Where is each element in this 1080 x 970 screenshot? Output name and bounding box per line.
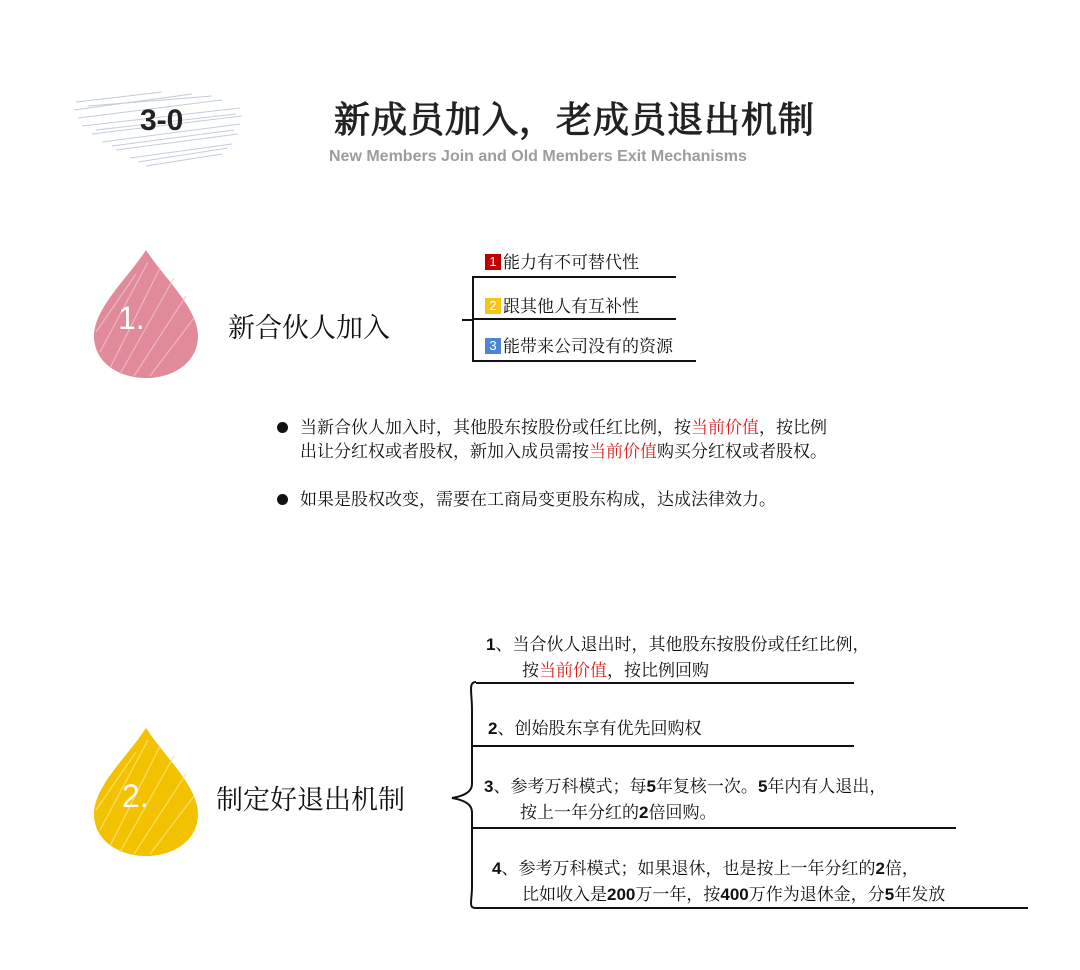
- bullet-text: 购买分红权或者股权。: [657, 442, 827, 462]
- list-item: [488, 716, 701, 742]
- drop-icon-pink: [90, 248, 202, 380]
- item-text: 、参考万科模式；如果退休，也是按上一年分红的: [501, 859, 876, 879]
- list-item: [485, 292, 639, 317]
- bullet-text: 出让分红权或者股权，新加入成员需按: [300, 442, 589, 462]
- item-text: 能力有不可替代性: [503, 253, 639, 273]
- divider-line: [472, 827, 956, 829]
- item-text: 万一年，按: [635, 885, 721, 905]
- item-number: 5: [884, 885, 895, 904]
- item-text: 、当合伙人退出时，其他股东按股份或任红比例，: [495, 635, 870, 655]
- list-item: [485, 248, 639, 273]
- item-number: 3: [484, 777, 494, 796]
- heading-exit-mechanism: 制定好退出机制: [216, 785, 405, 816]
- bullet-paragraph: [300, 416, 980, 464]
- page-title: 新成员加入，老成员退出机制: [334, 100, 816, 141]
- item-text: 万作为退休金，分: [748, 885, 885, 905]
- drop-number-1: 1.: [118, 300, 145, 336]
- item-text: 比如收入是: [522, 885, 607, 905]
- list-item: [486, 632, 869, 684]
- item-number: 2: [875, 859, 885, 878]
- item-number: 2: [639, 803, 649, 822]
- item-text: 按上一年分红的: [520, 803, 639, 823]
- item-number: 4: [492, 859, 502, 878]
- section-number: 3-0: [140, 104, 184, 137]
- item-text: 、参考万科模式；每: [493, 777, 647, 797]
- bullet-dot: [277, 494, 288, 505]
- item-number: 5: [757, 777, 768, 796]
- item-text: 、创始股东享有优先回购权: [497, 719, 702, 739]
- item-text: 年复核一次。: [655, 777, 758, 797]
- item-text: 倍回购。: [648, 803, 717, 823]
- item-text: ，按比例回购: [607, 661, 709, 681]
- highlight-text: 当前价值: [691, 418, 759, 438]
- item-text: 能带来公司没有的资源: [503, 337, 673, 357]
- list-item: [485, 332, 673, 357]
- item-number: 2: [488, 719, 498, 738]
- page-subtitle: New Members Join and Old Members Exit Mechanisms: [329, 148, 747, 165]
- divider-line: [472, 276, 676, 278]
- divider-line: [472, 360, 696, 362]
- badge-3: 3: [485, 338, 501, 354]
- item-text: 跟其他人有互补性: [503, 297, 639, 317]
- list-item: [484, 774, 886, 826]
- bullet-dot: [277, 422, 288, 433]
- item-text: 年发放: [894, 885, 946, 905]
- item-number: 5: [646, 777, 656, 796]
- item-text: 倍，: [884, 859, 919, 879]
- highlight-text: 当前价值: [589, 442, 657, 462]
- item-text: 按: [522, 661, 539, 681]
- item-number: 400: [720, 885, 749, 904]
- drop-number-2: 2.: [122, 778, 149, 814]
- divider-line: [472, 318, 676, 320]
- heading-new-partner: 新合伙人加入: [228, 313, 390, 344]
- bullet-text: 当新合伙人加入时，其他股东按股份或任红比例，按: [300, 418, 691, 438]
- bullet-paragraph: 如果是股权改变，需要在工商局变更股东构成，达成法律效力。: [300, 490, 776, 510]
- badge-2: 2: [485, 298, 501, 314]
- item-text: 年内有人退出，: [767, 777, 887, 797]
- list-item: [492, 856, 945, 908]
- bullet-text: ，按比例: [759, 418, 827, 438]
- item-number: 1: [486, 635, 496, 654]
- badge-1: 1: [485, 254, 501, 270]
- highlight-text: 当前价值: [539, 661, 607, 681]
- item-number: 200: [607, 885, 636, 904]
- divider-line: [472, 745, 854, 747]
- curly-bracket: [446, 680, 486, 912]
